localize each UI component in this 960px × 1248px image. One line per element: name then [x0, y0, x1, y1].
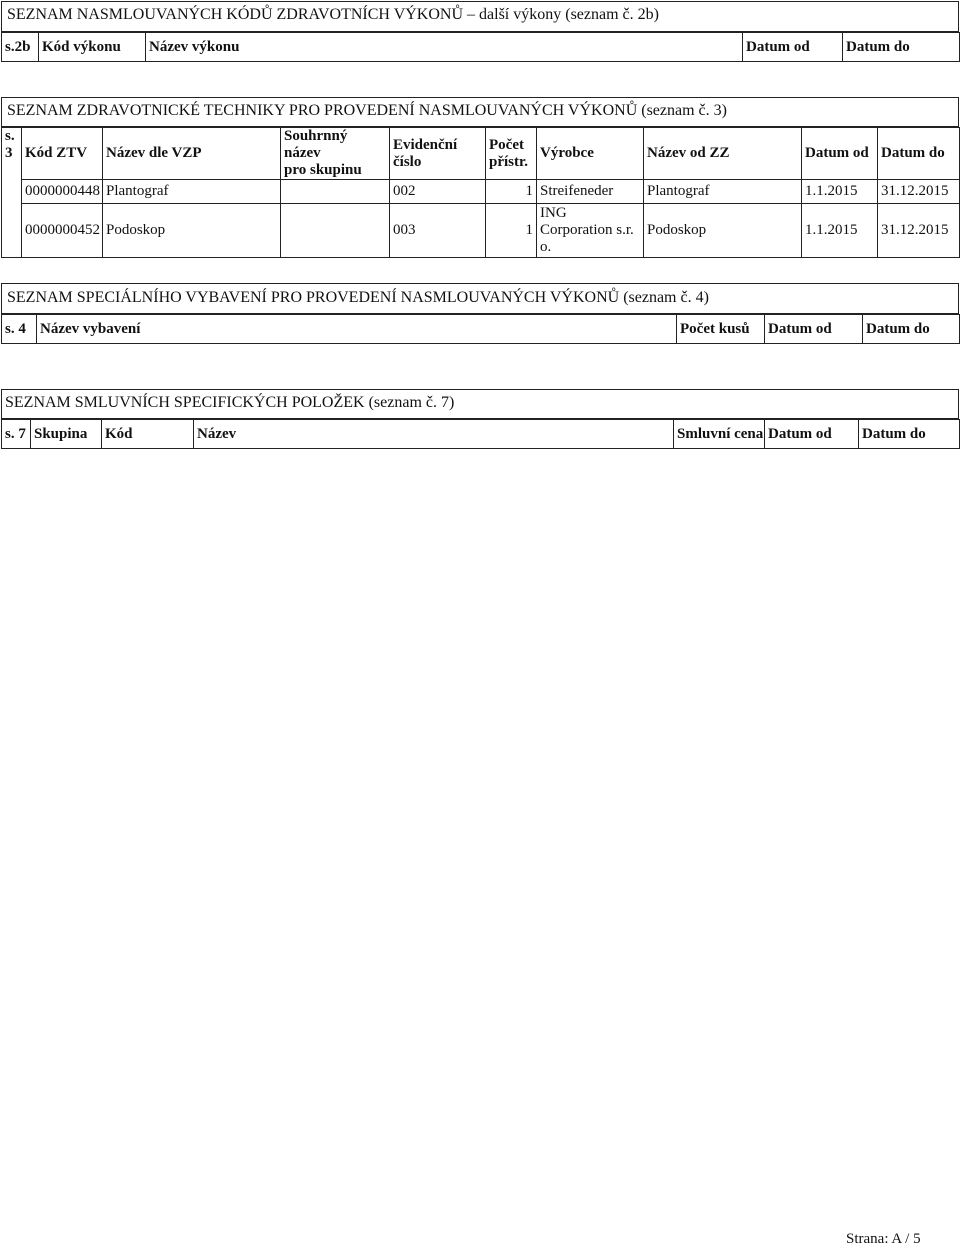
row2-evid: 003: [390, 204, 486, 258]
s4-col-s: s. 4: [2, 315, 37, 344]
row1-nazev-zz: Plantograf: [644, 180, 802, 204]
s2b-col-s: s.2b: [2, 33, 39, 62]
s3-col-s: [2, 128, 22, 258]
s2b-header-table: [1, 32, 960, 62]
s3-col-datum-do: Datum do: [878, 128, 960, 180]
row2-datum-do: 31.12.2015: [878, 204, 960, 258]
s3-col-s-line2: 3: [5, 145, 13, 161]
row2-nazev-vzp: Podoskop: [103, 204, 281, 258]
page-number: Strana: A / 5: [846, 1231, 921, 1247]
s2b-col-nazev: Název výkonu: [146, 33, 743, 62]
s2b-col-kod: Kód výkonu: [39, 33, 146, 62]
s3-title: SEZNAM ZDRAVOTNICKÉ TECHNIKY PRO PROVEDENÍ NASMLOUVANÝCH VÝKONŮ (seznam č. 3): [7, 102, 727, 119]
row2-vyrobce-line3: o.: [540, 239, 552, 255]
row1-nazev-vzp: Plantograf: [103, 180, 281, 204]
s7-col-cena: Smluvní cena: [674, 420, 765, 449]
s7-col-nazev: Název: [194, 420, 674, 449]
s3-col-evid-line2: číslo: [393, 153, 422, 170]
s7-col-datum-od: Datum od: [765, 420, 859, 449]
s7-header-table: [1, 419, 960, 449]
s4-header-table: [1, 314, 960, 344]
row2-vyrobce-line2: Corporation s.r.: [540, 222, 634, 238]
row1-pocet: 1: [486, 180, 537, 204]
s7-title: SEZNAM SMLUVNÍCH SPECIFICKÝCH POLOŽEK (seznam č. 7): [5, 394, 455, 411]
row1-evid: 002: [390, 180, 486, 204]
s7-col-kod: Kód: [102, 420, 194, 449]
row1-datum-do: 31.12.2015: [878, 180, 960, 204]
row2-vyrobce: [537, 204, 644, 258]
s3-col-pocet: [486, 128, 537, 180]
s3-col-vyrobce: Výrobce: [537, 128, 644, 180]
s3-table: [1, 127, 960, 258]
s3-col-evid-line1: Evidenční: [393, 136, 458, 153]
s3-col-datum-od: Datum od: [802, 128, 878, 180]
s3-col-pocet-line1: Počet: [489, 136, 524, 153]
s4-title: SEZNAM SPECIÁLNÍHO VYBAVENÍ PRO PROVEDENÍ NASMLOUVANÝCH VÝKONŮ (seznam č. 4): [7, 289, 709, 306]
table-row: [2, 204, 960, 258]
row2-kod: 0000000452: [22, 204, 103, 258]
row2-vyrobce-line1: ING: [540, 205, 567, 221]
s3-col-kod: Kód ZTV: [22, 128, 103, 180]
row1-souhrnny: [281, 180, 390, 204]
row2-datum-od: 1.1.2015: [802, 204, 878, 258]
s3-col-s-line1: s.: [5, 128, 15, 144]
s2b-col-datum-do: Datum do: [843, 33, 960, 62]
s3-col-souhrnny-line1: Souhrnný název: [284, 128, 348, 161]
s4-col-pocet: Počet kusů: [677, 315, 765, 344]
row2-pocet: 1: [486, 204, 537, 258]
s7-col-datum-do: Datum do: [859, 420, 960, 449]
row1-datum-od: 1.1.2015: [802, 180, 878, 204]
s7-col-s: s. 7: [2, 420, 31, 449]
row1-vyrobce: Streifeneder: [537, 180, 644, 204]
s3-col-souhrnny: [281, 128, 390, 180]
row2-nazev-zz: Podoskop: [644, 204, 802, 258]
s3-col-nazev-vzp: Název dle VZP: [103, 128, 281, 180]
s3-col-nazev-zz: Název od ZZ: [644, 128, 802, 180]
s4-col-datum-od: Datum od: [765, 315, 863, 344]
s4-col-datum-do: Datum do: [863, 315, 960, 344]
s3-col-evid: [390, 128, 486, 180]
row1-kod: 0000000448: [22, 180, 103, 204]
s3-col-pocet-line2: přístr.: [489, 153, 529, 170]
s4-col-nazev: Název vybavení: [37, 315, 677, 344]
s2b-title: SEZNAM NASMLOUVANÝCH KÓDŮ ZDRAVOTNÍCH VÝKONŮ – další výkony (seznam č. 2b): [7, 6, 659, 23]
s2b-col-datum-od: Datum od: [743, 33, 843, 62]
s7-col-skupina: Skupina: [31, 420, 102, 449]
s3-col-souhrnny-line2: pro skupinu: [284, 162, 362, 178]
row2-souhrnny: [281, 204, 390, 258]
table-row: [2, 180, 960, 204]
